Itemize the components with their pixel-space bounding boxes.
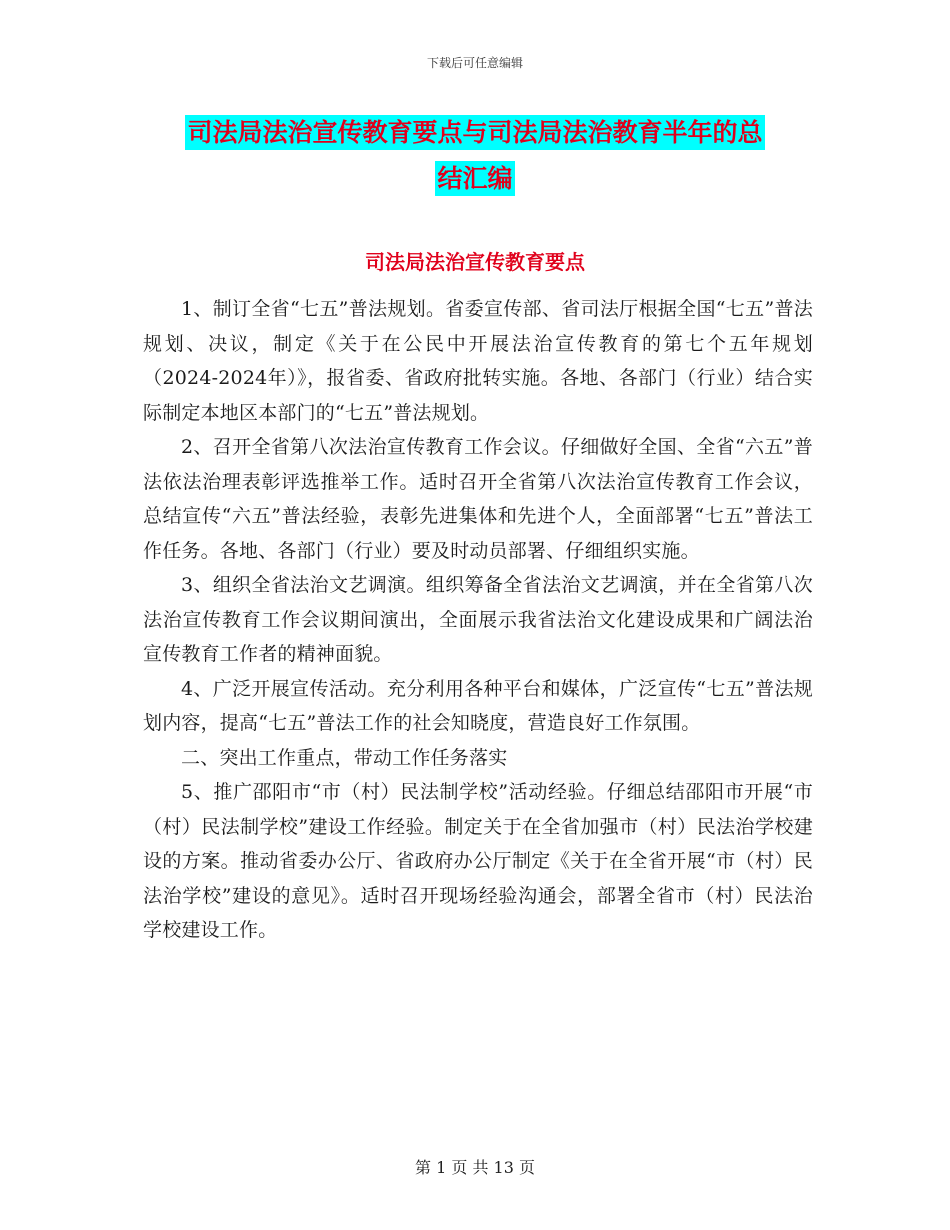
paragraph: 3、组织全省法治文艺调演。组织筹备全省法治文艺调演，并在全省第八次法治宣传教育工作会议期间演出，全面展示我省法治文化建设成果和广阔法治宣传教育工作者的精神面貌。 bbox=[143, 574, 813, 665]
document-title bbox=[0, 110, 950, 202]
subheading: 二、突出工作重点，带动工作任务落实 bbox=[181, 746, 508, 769]
page-number-footer: 第 1 页 共 13 页 bbox=[415, 1158, 535, 1177]
paragraph: 2、召开全省第八次法治宣传教育工作会议。仔细做好全国、全省“六五”普法依法治理表彰评选推举工作。适时召开全省第八次法治宣传教育工作会议，总结宣传“六五”普法经验，表彰先进集体和先进个人，全面部署“七五”普法工作任务。各地、各部门（行业）要及时动员部署、仔细组织实施。 bbox=[143, 436, 813, 562]
paragraph: 1、制订全省“七五”普法规划。省委宣传部、省司法厅根据全国“七五”普法规划、决议，制定《关于在公民中开展法治宣传教育的第七个五年规划（2024-2024年）》，报省委、省政府批转实施。各地、各部门（行业）结合实际制定本地区本部门的“七五”普法规划。 bbox=[143, 298, 813, 424]
page-header-note: 下载后可任意编辑 bbox=[426, 56, 523, 70]
paragraph: 5、推广邵阳市“市（村）民法制学校”活动经验。仔细总结邵阳市开展“市（村）民法制学校”建设工作经验。制定关于在全省加强市（村）民法治学校建设的方案。推动省委办公厅、省政府办公厅制定《关于在全省开展“市（村）民法治学校”建设的意见》。适时召开现场经验沟通会，部署全省市（村）民法治学校建设工作。 bbox=[143, 781, 813, 941]
paragraph: 4、广泛开展宣传活动。充分利用各种平台和媒体，广泛宣传“七五”普法规划内容，提高“七五”普法工作的社会知晓度，营造良好工作氛围。 bbox=[143, 677, 813, 734]
document-body bbox=[143, 292, 813, 948]
section-title: 司法局法治宣传教育要点 bbox=[365, 250, 585, 274]
document-title-line-1: 司法局法治宣传教育要点与司法局法治教育半年的总 bbox=[185, 115, 764, 150]
document-title-line-2: 结汇编 bbox=[435, 161, 514, 196]
